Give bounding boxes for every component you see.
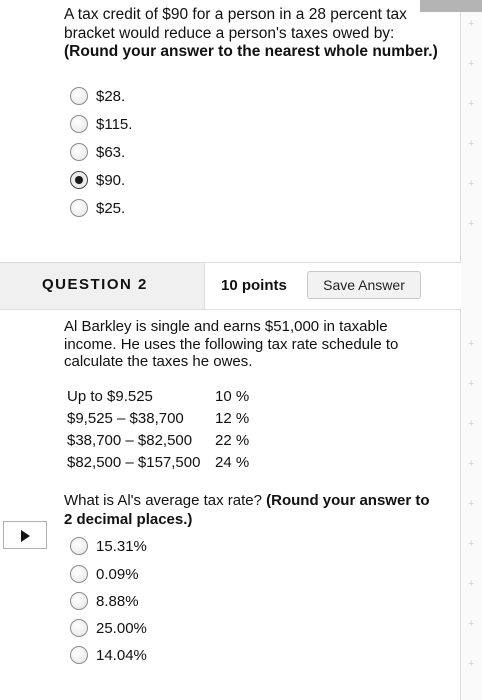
question2-text: Al Barkley is single and earns $51,000 in taxable income. He uses the following tax rate schedule to calculate the taxes he owes. (64, 318, 399, 370)
question1-text: A tax credit of $90 for a person in a 28 percent tax bracket would reduce a person's taxes owed by: (64, 6, 407, 42)
question2-option[interactable] (70, 644, 147, 666)
plus-icon: + (468, 18, 475, 30)
plus-icon: + (468, 218, 475, 230)
question2-option[interactable] (70, 617, 147, 639)
bracket-range: $9,525 – $38,700 (67, 409, 184, 427)
radio-button[interactable] (70, 143, 88, 161)
question2-option[interactable] (70, 563, 139, 585)
bracket-range: $82,500 – $157,500 (67, 453, 201, 471)
question1-option[interactable] (70, 85, 125, 107)
option-label: 15.31% (96, 537, 147, 555)
table-row (67, 429, 249, 451)
points-label: 10 points (221, 277, 287, 294)
current-question-indicator[interactable] (3, 521, 47, 549)
radio-button[interactable] (70, 592, 88, 610)
question1-option[interactable] (70, 197, 125, 219)
plus-icon: + (468, 458, 475, 470)
plus-icon: + (468, 538, 475, 550)
plus-icon: + (468, 658, 475, 670)
plus-icon: + (468, 138, 475, 150)
tax-rate-schedule (67, 385, 249, 473)
plus-icon: + (468, 578, 475, 590)
question1-option[interactable] (70, 113, 132, 135)
question2-ask-instruction: (Round your answer to 2 decimal places.) (64, 492, 430, 528)
bracket-rate: 12 % (215, 409, 250, 427)
table-row (67, 451, 249, 473)
option-label: $90. (96, 171, 126, 189)
plus-icon: + (468, 58, 475, 70)
plus-icon: + (468, 498, 475, 510)
plus-icon: + (468, 418, 475, 430)
question2-ask (64, 491, 434, 529)
question1-instruction: (Round your answer to the nearest whole number.) (64, 43, 438, 60)
bracket-rate: 22 % (215, 431, 250, 449)
bracket-rate: 24 % (215, 453, 250, 471)
option-label: 0.09% (96, 565, 139, 583)
question2-option[interactable] (70, 535, 147, 557)
radio-button[interactable] (70, 646, 88, 664)
save-answer-button[interactable]: Save Answer (307, 271, 421, 299)
bracket-range: Up to $9.525 (67, 387, 153, 405)
question1-option[interactable] (70, 169, 125, 191)
option-label: $25. (96, 199, 126, 217)
question2-header (0, 262, 460, 310)
play-arrow-icon (21, 530, 30, 542)
plus-icon: + (468, 378, 475, 390)
radio-button[interactable] (70, 619, 88, 637)
option-label: $63. (96, 143, 126, 161)
radio-button[interactable] (70, 537, 88, 555)
question2-ask-text: What is Al's average tax rate? (64, 492, 262, 509)
question1-prompt (64, 6, 444, 62)
question-title: QUESTION 2 (42, 276, 148, 293)
plus-icon: + (468, 98, 475, 110)
plus-icon: + (468, 178, 475, 190)
radio-button-selected[interactable] (70, 171, 88, 189)
option-label: 25.00% (96, 619, 147, 637)
table-row (67, 385, 249, 407)
bracket-range: $38,700 – $82,500 (67, 431, 193, 449)
question2-option[interactable] (70, 590, 139, 612)
option-label: $115. (96, 115, 133, 133)
option-label: $28. (96, 87, 126, 105)
radio-button[interactable] (70, 115, 88, 133)
radio-button[interactable] (70, 199, 88, 217)
radio-button[interactable] (70, 565, 88, 583)
option-label: 14.04% (96, 646, 147, 664)
bracket-rate: 10 % (215, 387, 250, 405)
radio-button[interactable] (70, 87, 88, 105)
plus-icon: + (468, 618, 475, 630)
table-row (67, 407, 249, 429)
option-label: 8.88% (96, 592, 139, 610)
points-box (204, 263, 461, 309)
question1-option[interactable] (70, 141, 125, 163)
plus-icon: + (468, 338, 475, 350)
